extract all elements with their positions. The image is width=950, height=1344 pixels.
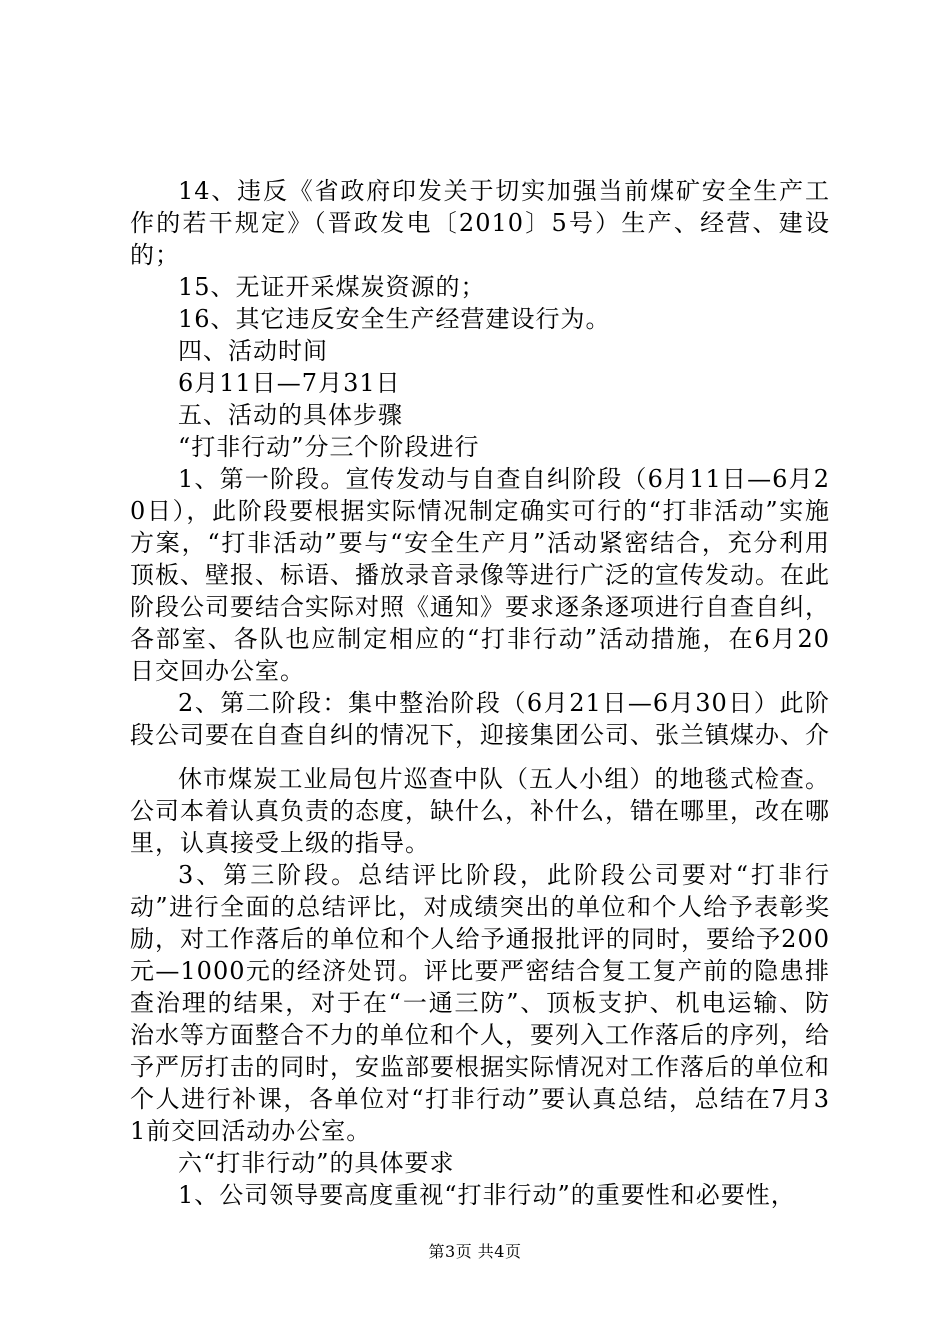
section-heading-requirements: 六“打非行动”的具体要求 [178,1149,455,1177]
section-heading-activity-steps: 五、活动的具体步骤 [178,401,403,429]
document-body [130,175,830,1211]
section-heading-activity-time: 四、活动时间 [178,337,328,365]
paragraph-item-14: 14、违反《省政府印发关于切实加强当前煤矿安全生产工作的若干规定》（晋政发电〔2010〕5号）生产、经营、建设的； [130,177,830,269]
paragraph-stage-two-continued: 休市煤炭工业局包片巡查中队（五人小组）的地毯式检查。公司本着认真负责的态度，缺什么，补什么，错在哪里，改在哪里，认真接受上级的指导。 [130,765,830,857]
paragraph-requirement-one: 1、公司领导要高度重视“打非行动”的重要性和必要性， [178,1181,796,1209]
paragraph-item-15: 15、无证开采煤炭资源的； [178,273,486,301]
stages-intro: “打非行动”分三个阶段进行 [178,433,480,461]
paragraph-stage-two: 2、第二阶段：集中整治阶段（6月21日—6月30日）此阶段公司要在自查自纠的情况下，迎接集团公司、张兰镇煤办、介 [130,689,830,749]
page-number-footer: 第3页 共4页 [428,1242,522,1261]
paragraph-item-16: 16、其它违反安全生产经营建设行为。 [178,305,611,333]
paragraph-stage-three: 3、第三阶段。总结评比阶段，此阶段公司要对“打非行动”进行全面的总结评比，对成绩突出的单位和个人给予表彰奖励，对工作落后的单位和个人给予通报批评的同时，要给予200元—1000元的经济处罚。评比要严密结合复工复产前的隐患排查治理的结果，对于在“一通三防”、顶板支护、机电运输、防治水等方面整合不力的单位和个人，要列入工作落后的序列，给予严厉打击的同时，安监部要根据实际情况对工作落后的单位和个人进行补课，各单位对“打非行动”要认真总结，总结在7月31前交回活动办公室。 [130,861,830,1145]
paragraph-stage-one: 1、第一阶段。宣传发动与自查自纠阶段（6月11日—6月20日），此阶段要根据实际情况制定确实可行的“打非活动”实施方案，“打非活动”要与“安全生产月”活动紧密结合，充分利用顶板、壁报、标语、播放录音录像等进行广泛的宣传发动。在此阶段公司要结合实际对照《通知》要求逐条逐项进行自查自纠，各部室、各队也应制定相应的“打非行动”活动措施，在6月20日交回办公室。 [130,465,830,685]
activity-date-range: 6月11日—7月31日 [178,369,401,397]
